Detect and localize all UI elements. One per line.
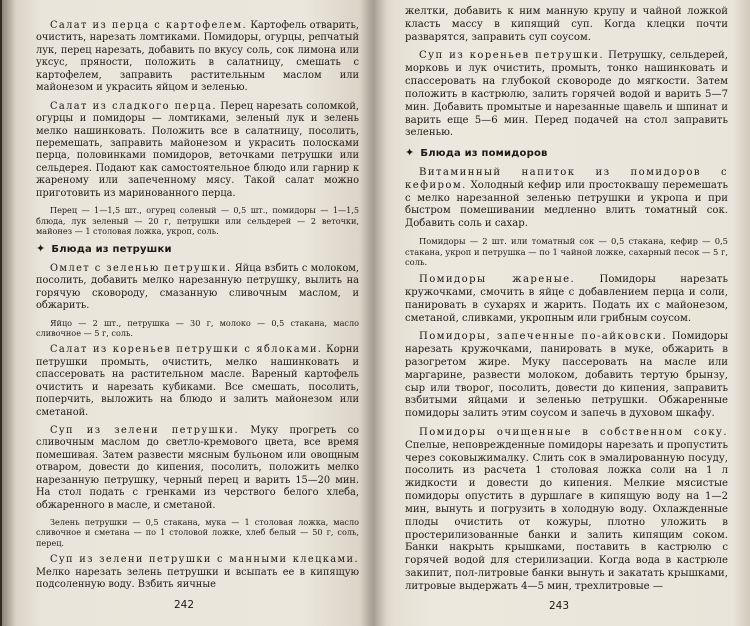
recipe-text: Яйца взбить с молоком, посолить, добавить мелко нарезанную петрушку, вылить на горячую сковороду, смазанную сливочным маслом, и обжарить.: [36, 262, 360, 312]
recipe-title: Витаминный напиток из помидоров с кефиром.: [405, 166, 728, 191]
ingredient-list: Яйцо — 2 шт., петрушка — 30 г, молоко — 0,5 стакана, масло сливочное — 5 г, соль.: [36, 317, 359, 338]
recipe-paragraph: [405, 50, 728, 140]
recipe-title: Помидоры очищенные в собственном соку.: [419, 427, 728, 439]
recipe-paragraph: [36, 20, 359, 95]
ingredient-list: Зелень петрушки — 0,5 стакана, мука — 1 столовая ложка, масло сливочное и сметана — по 1 столовой ложке, хлеб белый — 50 г, соль, перец.: [36, 517, 359, 548]
recipe-title: Суп из зелени петрушки.: [50, 424, 239, 436]
recipe-text: Перец нарезать соломкой, огурцы и помидоры — ломтиками, зеленый лук и зелень мелко нашинковать. Положить все в салатницу, посолить, перемешать, заправить майонезом и украсить полосками перца, половинками помидоров, веточками петрушки или сельдерея. Подают как самостоятельное блюдо или гарнир к жареному или запеченному мясу. Такой салат можно приготовить из маринованного перца.: [36, 100, 359, 199]
recipe-text: Муку прогреть со сливочным маслом до светло-кремового цвета, все время помешивая. Затем развести мясным бульоном или овощным отваром, довести до кипения, посолить, положить мелко нарезанную петрушку, черный перец и варить 15—20 мин. На стол подать с гренками из черствого белого хлеба, обжаренного в масле, и сметаной.: [36, 424, 359, 511]
recipe-text: Помидоры нарезать кружочками, панировать в муке, обжарить в разогретом жире. Муку пассеровать на масле или маргарине, развести молоком, добавить тертую брынзу, сыр или творог, посолить, довести до кипения, заправить взбитыми яйцами и зеленью петрушки. Обжаренные помидоры залить этим соусом и запечь в духовом шкафу.: [405, 331, 728, 420]
recipe-text: Картофель отварить, очистить, нарезать ломтиками. Помидоры, огурцы, репчатый лук, перец нарезать, добавить по вкусу соль, сок лимона или уксус, пряности, положить в салатницу, смешать с картофелем, заправить растительным маслом или майонезом и украсить яйцом и зеленью.: [36, 20, 359, 94]
recipe-title: Салат из перца с картофелем.: [50, 20, 248, 31]
section-heading-text: Блюда из помидоров: [420, 148, 548, 160]
recipe-title: Суп из кореньев петрушки.: [419, 50, 605, 62]
recipe-text: Мелко нарезать зелень петрушки и всыпать ее в кипящую подсоленную воду. Взбить яичные: [36, 566, 359, 591]
ingredient-list: Перец — 1—1,5 шт., огурец соленый — 0,5 шт., помидоры — 1—1,5 блюда, лук зеленый — 20 г, петрушки или сельдерей — 2 веточки, майонез — 1 столовая ложка, укроп, соль.: [36, 205, 359, 236]
right-column: [405, 6, 728, 594]
star-bullet-icon: ✦: [405, 146, 415, 160]
recipe-paragraph: [36, 425, 359, 512]
left-page-number: 242: [174, 599, 195, 611]
recipe-paragraph: [36, 554, 359, 591]
recipe-paragraph: [405, 274, 728, 325]
recipe-paragraph: [405, 167, 728, 231]
recipe-text: Холодный кефир или простоквашу перемешать с мелко нарезанной зеленью петрушки и укропа и при быстром помешивании медленно влить томатный сок. Добавить соль и сахар.: [405, 179, 728, 230]
left-column: [36, 20, 359, 592]
recipe-title: Помидоры жареные.: [419, 274, 576, 286]
right-page-number: 243: [549, 600, 570, 612]
recipe-paragraph: [36, 101, 359, 201]
recipe-paragraph: [36, 344, 359, 419]
left-page: [2, 0, 373, 626]
ingredient-list: Помидоры — 2 шт. или томатный сок — 0,5 стакана, кефир — 0,5 стакана, укроп и петрушка — по 1 чайной ложке, сахарный песок — 5 г, соль.: [405, 236, 728, 268]
recipe-paragraph: [405, 427, 728, 594]
recipe-text: Помидоры нарезать кружочками, смочить в яйце с добавлением перца и соли, панировать в сухарях и жарить. Подать их с майонезом, сметаной, сливками, укропным или грибным соусом.: [405, 274, 728, 324]
section-heading-text: Блюда из петрушки: [51, 244, 172, 256]
recipe-text: Корни петрушки промыть, очистить, мелко нашинковать и спассеровать на растительном масле. Вареный картофель очистить и нарезать кубиками. Все смешать, посолить, поперчить, выложить на блюдо и залить майонезом или сметаной.: [36, 344, 359, 418]
recipe-title: Салат из кореньев петрушки с яблоками.: [50, 344, 323, 356]
recipe-title: Суп из зелени петрушки с манными клецками.: [50, 554, 359, 566]
section-heading: [405, 147, 728, 161]
section-heading: [36, 243, 359, 256]
recipe-title: Салат из сладкого перца.: [50, 100, 217, 112]
continued-paragraph: желтки, добавить к ним манную крупу и чайной ложкой класть массу в кипящий суп. Когда клецки почти разварятся, заправить суп соусом.: [405, 6, 728, 43]
star-bullet-icon: ✦: [36, 242, 46, 256]
recipe-text: Спелые, неповрежденные помидоры нарезать и пропустить через соковыжималку. Слить сок в эмалированную посуду, посолить из расчета 1 столовая ложка соли на 1 л жидкости и довести до кипения. Мелкие мясистые помидоры опустить в дуршлаге в кипящую воду на 1—2 мин, вынуть и погрузить в холодную воду. Охлажденные плоды очистить от кожуры, плотно уложить в простерилизованные банки и залить кипящим соком. Банки накрыть крышками, поставить в кастрюлю с горячей водой для стерилизации. Когда вода в кастрюле закипит, пол-литровые банки вынуть и закатать крышками, литровые выдержать 4—5 мин, трехлитровые —: [405, 439, 728, 592]
recipe-paragraph: [36, 263, 359, 313]
recipe-title: Омлет с зеленью петрушки.: [50, 262, 232, 274]
right-page: [373, 0, 750, 626]
book-gutter: [360, 0, 386, 626]
recipe-text: Петрушку, сельдерей, морковь и лук очистить, промыть, тонко нашинковать и спассеровать на глубокой сковороде до мягкости. Затем положить в кастрюлю, залить горячей водой и варить 5—7 мин. Добавить промытые и нарезанные щавель и шпинат и варить еще 5—6 мин. Перед подачей на стол заправить зеленью.: [405, 50, 728, 139]
recipe-paragraph: [405, 331, 728, 421]
recipe-title: Помидоры, запеченные по-айковски.: [419, 331, 668, 343]
